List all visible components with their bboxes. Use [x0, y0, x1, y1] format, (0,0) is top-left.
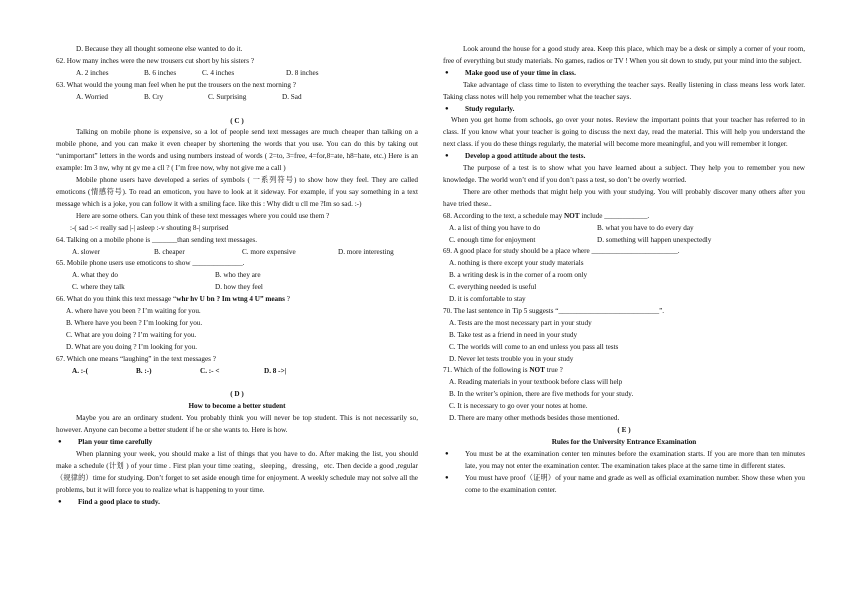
q70-option-d: D. Never let tests trouble you in your study	[449, 354, 574, 363]
section-c-heading: ( C )	[230, 116, 244, 125]
right-column	[443, 44, 805, 496]
q71-option-d: D. There are many other methods besides those mentioned.	[449, 414, 620, 423]
rule-2	[443, 473, 805, 497]
q66-message: whr hv U bn ? Im wtng 4 U” means	[176, 295, 285, 304]
q68-options-row-2	[443, 235, 805, 247]
passage-d-paragraph-5: When you get home from schools, go over your notes. Review the important points that your teacher has referred to in class. If you know what your teacher is going to discuss the next day, read the material. This will help you understand the next class. if you do these things regularly, the material will become more meaningful, and you will remember it longer.	[443, 116, 805, 149]
q68-option-c: C. enough time for enjoyment	[449, 235, 536, 244]
question-65: 65. Mobile phone users use emoticons to show ______________.	[56, 259, 245, 268]
q71-text: 71. Which of the following is	[443, 366, 530, 375]
q68-emphasis: NOT	[563, 211, 580, 220]
question-68	[443, 211, 805, 223]
passage-d-paragraph-2: When planning your week, you should make a list of things that you have to do. After making the list, you should make a schedule (计划 ) of your time . First plan your time :eating，sleeping，dressing，etc. Then decide a good ,regular（规律的）time for studying. Don’t forget to set aside enough time for enjoyment. A weekly schedule may not solve all the problems, but it will force you to realize what is happening to your time.	[56, 450, 418, 494]
q65-option-a: A. what they do	[72, 271, 118, 280]
q66-option-a: A. where have you been ? I’m waiting for you.	[66, 307, 201, 316]
q64-option-c: C. more expensive	[242, 247, 296, 256]
q68-option-a: A. a list of thing you have to do	[449, 223, 541, 232]
q64-option-a: A. slower	[72, 247, 100, 256]
bullet-icon: ●	[445, 474, 449, 481]
q67-option-a: A. :-(	[72, 366, 88, 375]
q70-option-c: C. The worlds will come to an end unless you pass all tests	[449, 342, 619, 351]
q65-option-c: C. where they talk	[72, 283, 125, 292]
rule-1-text: You must be at the examination center ten minutes before the examination starts. If you are more than ten minutes late, you may not enter the examination center. The examination takes place at the same time in different states.	[465, 449, 805, 470]
question-63: 63. What would the young man feel when he put the trousers on the next morning ?	[56, 80, 296, 89]
passage-d-title: How to become a better student	[188, 402, 286, 411]
passage-d-paragraph-3: Look around the house for a good study area. Keep this place, which may be a desk or simply a corner of your room, free of everything but study materials. No games, radios or TV ! When you sit down to study, put your mind into the subject.	[443, 45, 805, 65]
q70-option-b: B. Take test as a friend in need in your study	[449, 330, 578, 339]
q69-option-d: D. it is comfortable to stay	[449, 295, 526, 304]
question-62: 62. How many inches were the new trousers cut short by his sisters ?	[56, 56, 255, 65]
q71-option-b: B. In the writer’s opinion, there are five methods for your study.	[449, 390, 634, 399]
question-64: 64. Talking on a mobile phone is _______than sending text messages.	[56, 235, 257, 244]
q65-option-b: B. who they are	[215, 271, 261, 280]
tip-3-heading: ● Make good use of your time in class.	[443, 68, 805, 80]
question-71	[443, 365, 805, 377]
passage-c-paragraph-1: Talking on mobile phone is expensive, so a lot of people send text messages are much cheaper than talking on a mobile phone, and you can make it even cheaper by shortening the words that you use. You can do this by taking out “unimportant” letters in the words and using numbers instead of words ( 2=to, 3=free, 4=for,8=ate, h8=hate, etc.) Here is an example: Im 3 nw, why nt gv me a cll ? ( I’m free now, why not give me a call )	[56, 128, 418, 173]
q68-blank: include ____________.	[579, 211, 650, 220]
q70-option-a: A. Tests are the most necessary part in your study	[449, 318, 592, 327]
q65-option-d: D. how they feel	[215, 283, 263, 292]
passage-c-paragraph-3: Here are some others. Can you think of these text messages where you could use them ?	[76, 211, 330, 220]
bullet-icon: ●	[445, 450, 449, 457]
passage-d-paragraph-4: Take advantage of class time to listen to everything the teacher says. Really listening in class means less work later. Taking class notes will help you remember what the teacher says.	[443, 80, 805, 101]
q62-option-d: D. 8 inches	[286, 68, 319, 77]
q63-option-c: C. Surprising	[208, 92, 247, 101]
q68-option-d: D. something will happen unexpectedly	[597, 235, 712, 244]
q71-emphasis: NOT	[529, 366, 545, 375]
tip-4-heading: ● Study regularly.	[443, 104, 805, 116]
q66-mark: ?	[284, 295, 290, 304]
section-e-heading: ( E )	[617, 426, 631, 434]
q67-option-d: D. 8 ->|	[264, 366, 287, 375]
q66-option-b: B. Where have you been ? I’m looking for you.	[66, 318, 203, 327]
q66-option-d: D. What are you doing ? I’m looking for you.	[66, 342, 198, 351]
q62-options	[56, 68, 418, 80]
left-column	[56, 44, 418, 509]
q63-options	[56, 92, 418, 104]
q65-options-row-2	[56, 282, 418, 294]
q71-option-a: A. Reading materials in your textbook before class will help	[449, 378, 623, 387]
q68-options-row-1	[443, 223, 805, 235]
q64-option-b: B. cheaper	[154, 247, 185, 256]
q69-option-a: A. nothing is there except your study materials	[449, 259, 584, 268]
q62-option-c: C. 4 inches	[202, 68, 235, 77]
q63-option-a: A. Worried	[76, 92, 109, 101]
q67-option-c: C. :- <	[200, 366, 220, 375]
q62-option-a: A. 2 inches	[76, 68, 109, 77]
q69-option-c: C. everything needed is useful	[449, 283, 537, 292]
q67-option-b: B. :-)	[136, 366, 152, 375]
rule-2-text: You must have proof（证明）of your name and grade as well as official examination number. Show these when you come to the examination center.	[465, 473, 805, 494]
passage-e-title: Rules for the University Entrance Examination	[551, 437, 697, 446]
passage-d-paragraph-7: There are other methods that might help you with your studying. You will probably discover many others after you have tried these..	[443, 187, 805, 208]
passage-c-paragraph-2: Mobile phone users have developed a series of symbols ( 一系列符号) to show how they feel. They are called emoticons (情感符号). To read an emoticon, you have to look at it sideway. For example, if you say something in a text message which is a joke, you can follow it with a smiling face. like this : Why didt u cll me ?Im so sad. :-)	[56, 176, 418, 208]
tip-1-heading: ● Plan your time carefully	[56, 437, 418, 449]
passage-d-paragraph-6: The purpose of a test is to show what you have learned about a subject. They help you to remember you new knowledge. The world won’t end if you don’t pass a test, so don’t be overly worried.	[443, 164, 805, 184]
q69-option-b: B. a writing desk is in the corner of a room only	[449, 271, 588, 280]
passage-d-paragraph-1: Maybe you are an ordinary student. You probably think you will never be top student. This is not necessarily so, however. Anyone can become a better student if he or she wants to. Here is how.	[56, 414, 418, 435]
tip-2-heading: ● Find a good place to study.	[56, 497, 418, 509]
q65-options-row-1	[56, 270, 418, 282]
q63-option-b: B. Cry	[144, 92, 164, 101]
q64-option-d: D. more interesting	[338, 247, 394, 256]
question-69: 69. A good place for study should be a place where ________________________.	[443, 247, 680, 256]
section-d-heading: ( D )	[230, 390, 244, 399]
q64-options	[56, 247, 418, 259]
question-70: 70. The last sentence in Tip 5 suggests “____________________________”.	[443, 306, 665, 315]
emoticon-list: :-( sad :-< really sad |-| asleep :-v shouting 8-| surprised	[70, 223, 229, 232]
q63-option-d: D. Sad	[282, 92, 302, 101]
rule-1	[443, 449, 805, 473]
q66-text: 66. What do you think this text message “	[56, 295, 177, 304]
q68-text: 68. According to the text, a schedule may	[443, 211, 564, 220]
question-66	[56, 294, 418, 306]
q61-option-d: D. Because they all thought someone else wanted to do it.	[76, 45, 243, 53]
q71-end: true ?	[544, 366, 563, 375]
tip-5-heading: ● Develop a good attitude about the tests.	[443, 151, 805, 163]
q71-option-c: C. It is necessary to go over your notes at home.	[449, 402, 588, 411]
q66-option-c: C. What are you doing ? I’m waiting for you.	[66, 330, 197, 339]
q67-options	[56, 366, 418, 378]
q68-option-b: B. what you have to do every day	[597, 223, 694, 232]
question-67: 67. Which one means “laughing” in the text messages ?	[56, 354, 216, 363]
q62-option-b: B. 6 inches	[144, 68, 177, 77]
